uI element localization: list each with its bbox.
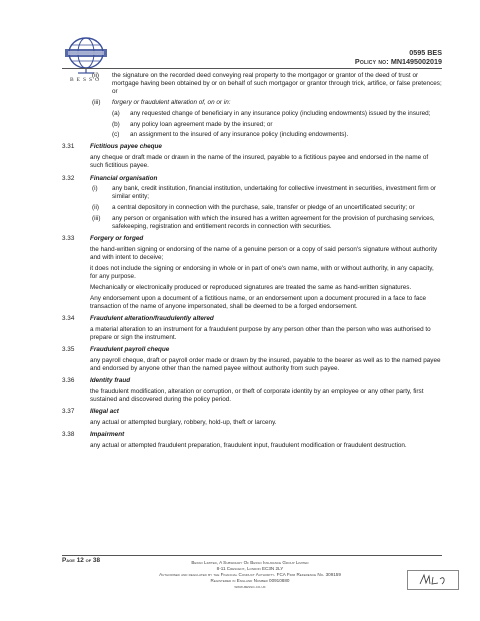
- sub-item: [62, 121, 442, 129]
- section-title: Financial organisation: [90, 174, 158, 182]
- item-text: any person or organisation with which the insured has a written agreement for the provision of purchasing services, safekeeping, registration and entitlement records in connection with securities.: [112, 214, 435, 231]
- section-number: 3.34: [62, 314, 75, 322]
- list-item: [62, 185, 442, 201]
- section-text: any cheque or draft made or drawn in the name of the insured, payable to a fictitious payee and endorsed in the name of such fictitious payee.: [90, 154, 429, 170]
- section-heading: [62, 143, 442, 151]
- section-number: 3.36: [62, 377, 75, 384]
- policy-number: MN1495002019: [390, 57, 442, 66]
- section-heading: [62, 235, 442, 243]
- section-text: it does not include the signing or endorsing in whole or in part of one's own name, with or without authority, in any capacity, for any purpose.: [90, 264, 434, 281]
- section-text: Any endorsement upon a document of a fictitious name, or an endorsement upon a document procured in a face to face transaction of the name of anyone impersonated, shall be deemed to be a forged endorsement.: [90, 294, 427, 310]
- sub-item: [62, 131, 442, 139]
- item-text: forgery or fraudulent alteration of, on or in:: [112, 99, 231, 107]
- section-number: 3.33: [62, 235, 75, 243]
- besso-globe-logo-icon: [62, 35, 110, 75]
- sub-item: [62, 110, 442, 118]
- document-body: [62, 72, 442, 450]
- logo-wordmark: BESSO: [69, 77, 103, 83]
- sub-item-marker: (b): [112, 120, 120, 128]
- header-reference: [355, 48, 442, 66]
- company-footer: [100, 560, 400, 590]
- footer-line: Besso Limited, A Subsidiary Of Besso Insurance Group Limited: [191, 560, 309, 565]
- section-number: 3.35: [62, 345, 75, 353]
- section-text: the hand-written signing or endorsing of the name of a genuine person or a copy of said person's signature without authority and with intent to deceive;: [90, 246, 438, 262]
- footer-line: Registered in England Number 00910880: [210, 578, 290, 583]
- footer-line: 8-11 Crescent, London EC3N 2LY: [216, 566, 284, 571]
- section-text: any payroll cheque, draft or payroll order made or drawn by the insured, payable to the bearer as well as to the named payee and endorsed by anyone other than the named payee without authority from such payee.: [90, 356, 441, 372]
- list-item: [62, 204, 442, 212]
- section-title: Forgery or forged: [90, 235, 144, 243]
- section-text: any actual or attempted burglary, robbery, hold-up, theft or larceny.: [90, 418, 277, 426]
- section-heading: [62, 408, 442, 416]
- item-marker: (ii): [92, 204, 100, 212]
- section-number: 3.38: [62, 430, 75, 438]
- item-marker: (iii): [92, 99, 101, 107]
- section-title: Illegal act: [90, 408, 119, 416]
- section-text: a material alteration to an instrument for a fraudulent purpose by any person other than the person who was authorised to prepare or sign the instrument.: [90, 325, 431, 341]
- footer-line: Authorised and regulated by the Financial Conduct Authority. FCA Firm Reference No. 309159: [159, 572, 341, 577]
- section-title: Fraudulent alteration/fraudulently altered: [90, 314, 214, 322]
- section-title: Fictitious payee cheque: [90, 143, 162, 151]
- list-item: [62, 215, 442, 231]
- section-heading: [62, 377, 442, 385]
- section-title: Impairment: [90, 430, 125, 438]
- item-text: the signature on the recorded deed conveying real property to the mortgagor or grantor of the deed of trust or mortgage having been obtained by or on behalf of such mortgagor or grantor through trick, artifice, or false pretences; or: [112, 72, 442, 96]
- section-heading: [62, 175, 442, 183]
- sub-item-text: any policy loan agreement made by the insured; or: [130, 120, 273, 128]
- sub-item-marker: (c): [112, 131, 120, 139]
- handwritten-initials-icon: [408, 571, 458, 589]
- sub-item-text: an assignment to the insured of any insurance policy (including endowments).: [130, 131, 349, 139]
- policy-line: [355, 57, 442, 66]
- section-title: Fraudulent payroll cheque: [90, 345, 170, 353]
- policy-label: Policy no:: [354, 57, 389, 66]
- section-heading: [62, 315, 442, 323]
- sub-item-marker: (a): [112, 109, 120, 117]
- section-number: 3.32: [62, 174, 75, 182]
- section-number: 3.31: [62, 143, 75, 151]
- footer-divider: [62, 555, 442, 556]
- initials-box: [407, 570, 459, 590]
- section-heading: [62, 431, 442, 439]
- item-text: a central depository in connection with the purchase, sale, transfer or pledge of an uncertificated security; or: [112, 204, 415, 212]
- section-text: Mechanically or electronically produced or reproduced signatures are treated the same as hand-written signatures.: [90, 283, 412, 291]
- page-number: Page 12 of 38: [62, 557, 101, 564]
- footer-line: www.besso.co.uk: [234, 584, 266, 589]
- section-number: 3.37: [62, 408, 75, 416]
- sub-item-text: any requested change of beneficiary in any insurance policy (including endowments) issued by the insured;: [130, 109, 431, 117]
- section-text: any actual or attempted fraudulent preparation, fraudulent input, fraudulent modification or fraudulent destruction.: [90, 441, 407, 449]
- ref-number: 0595 BES: [409, 48, 442, 57]
- section-title: Identity fraud: [90, 377, 131, 384]
- section-text: the fraudulent modification, alteration or corruption, or theft of corporate identity by an employee or any other party, first sustained and discovered during the policy period.: [90, 387, 424, 403]
- section-heading: [62, 346, 442, 354]
- item-marker: (iii): [92, 214, 101, 222]
- header-divider: [62, 68, 442, 69]
- list-item: [62, 72, 442, 96]
- item-text: any bank, credit institution, financial institution, undertaking for collective investment in securities, investment firm or similar entity;: [112, 185, 437, 201]
- list-item: [62, 99, 442, 107]
- item-marker: (i): [92, 185, 98, 193]
- item-marker: (ii): [92, 72, 100, 79]
